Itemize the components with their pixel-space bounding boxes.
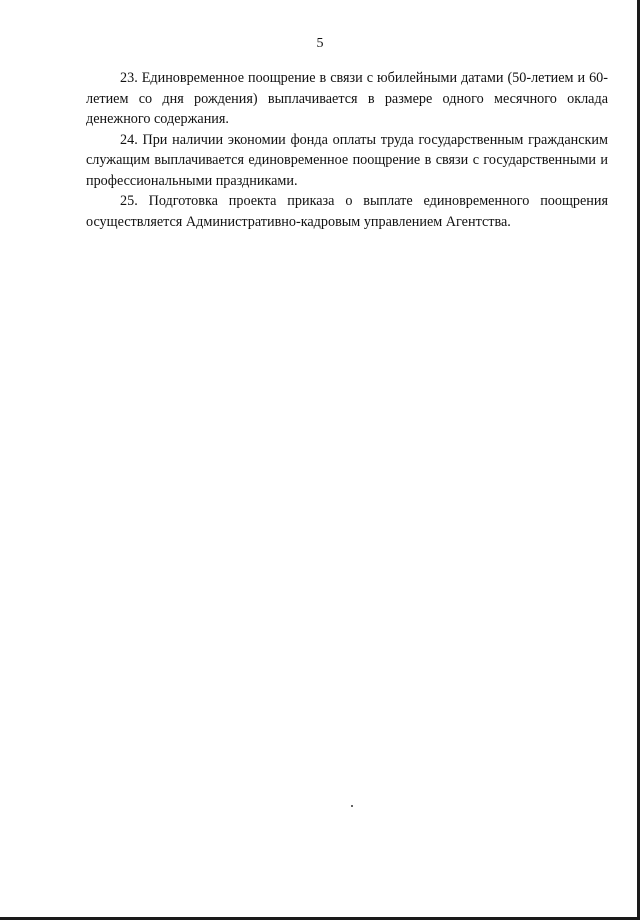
- paragraph-24: 24. При наличии экономии фонда оплаты труда государственным гражданским служащим выплачивается единовременное поощрение в связи с государственными и профессиональными праздниками.: [86, 131, 608, 189]
- document-body: [86, 68, 608, 232]
- paragraph-25: 25. Подготовка проекта приказа о выплате единовременного поощрения осуществляется Административно-кадровым управлением Агентства.: [86, 193, 608, 230]
- scan-speck: [351, 805, 353, 807]
- paragraph-23: 23. Единовременное поощрение в связи с юбилейными датами (50-летием и 60-летием со дня рождения) выплачивается в размере одного месячного оклада денежного содержания.: [86, 70, 608, 127]
- page-number: 5: [316, 36, 324, 51]
